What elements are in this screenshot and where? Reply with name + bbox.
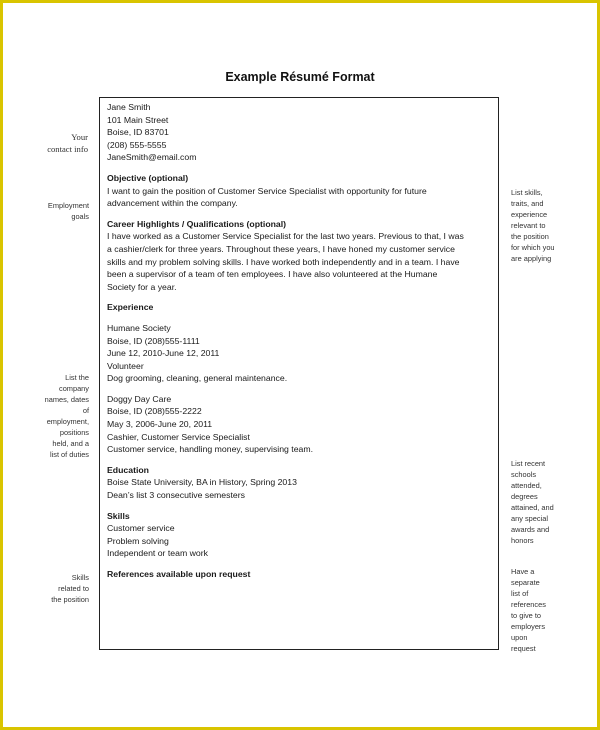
job-location: Boise, ID (208)555-1111 <box>107 335 200 346</box>
resume-body <box>107 101 493 581</box>
job-dates: May 3, 2006-June 20, 2011 <box>107 419 213 430</box>
skill-item: Problem solving <box>107 535 169 546</box>
skills-heading: Skills <box>107 510 130 521</box>
job-location: Boise, ID (208)555-2222 <box>107 406 202 417</box>
job-duties: Customer service, handling money, supervising team. <box>107 444 314 455</box>
contact-street: 101 Main Street <box>107 114 169 125</box>
highlights-line: a cashier/clerk for three years. Throughout these years, I have honed my customer service <box>107 243 455 254</box>
highlights-line: skills and my problem solving skills. I have worked both independently and in a team. I have <box>107 256 460 267</box>
job-company: Doggy Day Care <box>107 393 172 404</box>
references-heading: References available upon request <box>107 569 251 579</box>
education-line: Boise State University, BA in History, Spring 2013 <box>107 477 297 488</box>
page-title: Example Résumé Format <box>225 70 375 84</box>
note-employment-goals: Employment goals <box>47 201 89 221</box>
highlights-line: been a supervisor of a team of ten employees. I have also volunteered at the Humane <box>107 269 438 280</box>
note-company-list: List the company names, dates of employment, positions held, and a list of duties <box>44 373 89 459</box>
job-duties: Dog grooming, cleaning, general maintenance. <box>107 373 288 384</box>
objective-heading: Objective (optional) <box>107 172 189 183</box>
contact-phone: (208) 555-5555 <box>107 139 167 150</box>
objective-line: advancement within the company. <box>107 198 238 209</box>
job-dates: June 12, 2010-June 12, 2011 <box>107 348 220 359</box>
experience-heading: Experience <box>107 302 154 313</box>
highlights-line: Society for a year. <box>107 281 177 292</box>
note-skills: Skills related to the position <box>51 573 89 604</box>
education-line: Dean’s list 3 consecutive semesters <box>107 490 245 501</box>
note-list-skills: List skills, traits, and experience relevant to the position for which you are applying <box>511 188 555 263</box>
note-schools: List recent schools attended, degrees attained, and any special awards and honors <box>511 459 554 545</box>
contact-email: JaneSmith@email.com <box>107 152 197 163</box>
objective-line: I want to gain the position of Customer Service Specialist with opportunity for future <box>107 185 427 196</box>
contact-city: Boise, ID 83701 <box>107 127 169 138</box>
note-contact-info: Your contact info <box>47 132 88 154</box>
highlights-heading: Career Highlights / Qualifications (optional) <box>107 218 287 229</box>
job-position: Volunteer <box>107 360 144 371</box>
contact-block <box>107 101 493 164</box>
job-position: Cashier, Customer Service Specialist <box>107 431 250 442</box>
job-company: Humane Society <box>107 322 171 333</box>
skill-item: Customer service <box>107 523 175 534</box>
contact-name: Jane Smith <box>107 102 151 112</box>
skill-item: Independent or team work <box>107 548 208 559</box>
highlights-line: I have worked as a Customer Service Specialist for the last two years. Previous to that, I was <box>107 231 464 242</box>
job-entry <box>107 393 493 456</box>
education-heading: Education <box>107 464 149 475</box>
job-entry <box>107 322 493 385</box>
note-references: Have a separate list of references to give to employers upon request <box>511 567 546 653</box>
